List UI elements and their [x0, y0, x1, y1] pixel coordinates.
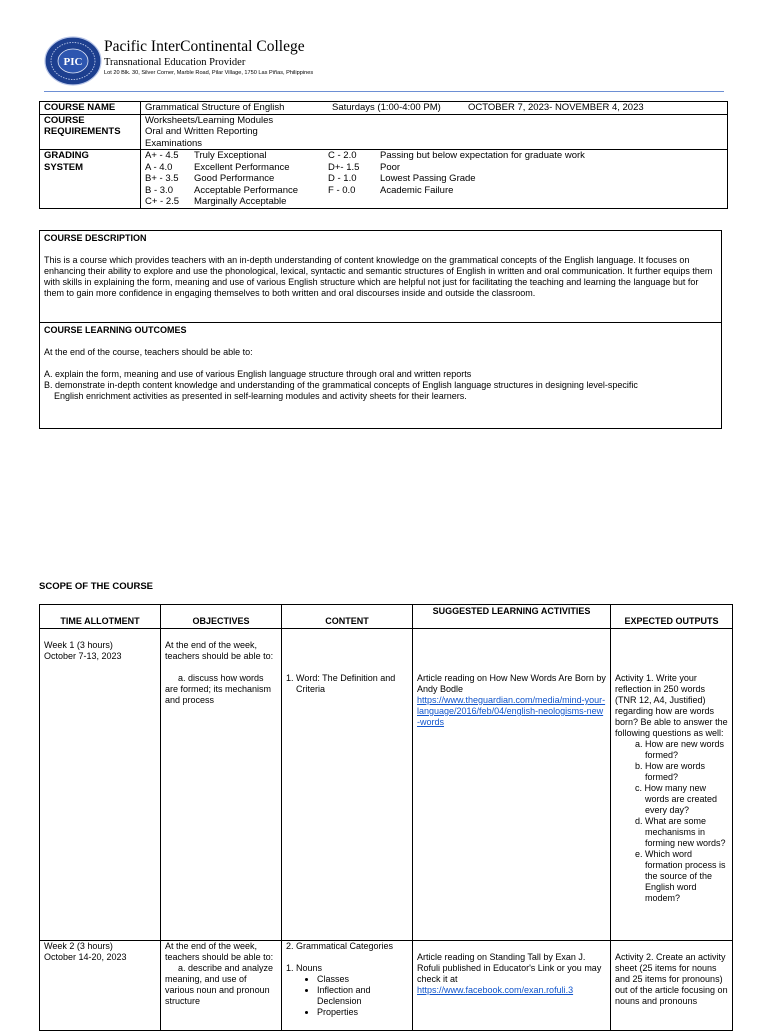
grade-description: Lowest Passing Grade [380, 173, 476, 184]
college-tagline: Transnational Education Provider [104, 57, 246, 68]
course-dates: OCTOBER 7, 2023- NOVEMBER 4, 2023 [468, 102, 644, 113]
college-name: Pacific InterContinental College [104, 38, 305, 55]
grade-value: B - 3.0 [145, 184, 173, 196]
week2-output-text: Activity 2. Create an activity sheet (25 items for nouns and 25 items for pronouns) out of the article focusing on nouns and pronouns [615, 952, 728, 1006]
week2-outputs [611, 941, 733, 1031]
week1-content-item: 1. Word: The Definition and Criteria [286, 673, 396, 694]
course-name-value: Grammatical Structure of English [145, 102, 285, 113]
week2-objectives [161, 941, 282, 1031]
course-description-heading: COURSE DESCRIPTION [44, 233, 147, 243]
week2-content [282, 941, 413, 1031]
week2-activities [413, 941, 611, 1031]
course-info-table [39, 101, 728, 209]
week2-time-line: Week 2 (3 hours) [44, 941, 113, 951]
column-header-time: TIME ALLOTMENT [40, 605, 161, 629]
list-item: • Inflection and Declension [317, 985, 408, 1007]
grading-system-row [40, 150, 728, 209]
week1-outputs [611, 629, 733, 941]
grade-value: C - 2.0 [328, 150, 357, 161]
table-row [40, 941, 733, 1031]
requirement-item: Examinations [145, 137, 203, 149]
grade-value: A - 4.0 [145, 161, 173, 173]
grade-description: Truly Exceptional [194, 150, 267, 161]
college-header [44, 36, 724, 92]
logo-text: PIC [63, 56, 83, 68]
week2-objective-intro: At the end of the week, teachers should be able to: [165, 941, 274, 962]
week2-time-line: October 14-20, 2023 [44, 952, 127, 962]
week2-content-title: 2. Grammatical Categories [286, 941, 394, 951]
column-header-activities: SUGGESTED LEARNING ACTIVITIES [413, 605, 611, 629]
week1-article-link[interactable]: https://www.theguardian.com/media/mind-your-language/2016/feb/04/english-neologisms-new-words [417, 695, 606, 727]
grade-value: B+ - 3.5 [145, 173, 179, 184]
scope-title: SCOPE OF THE COURSE [39, 581, 154, 592]
learning-outcome-b [40, 380, 721, 402]
list-item: b. How are words formed? [635, 761, 706, 782]
list-item: e. Which word formation process is the source of the English word modem? [635, 849, 726, 903]
course-requirements-label-line: REQUIREMENTS [44, 126, 121, 137]
week1-output-intro: Activity 1. Write your reflection in 250 words (TNR 12, A4, Justified) regarding how are words born? Be able to answer the following questions as well: [615, 673, 728, 738]
grading-system-label [40, 150, 141, 209]
grade-description: Academic Failure [380, 184, 454, 196]
week2-content-bullets [286, 974, 408, 1018]
grade-value: F - 0.0 [328, 184, 356, 196]
list-item: a. How are new words formed? [635, 739, 725, 760]
course-description-section [39, 230, 722, 323]
grading-scale [141, 150, 728, 209]
course-requirements-row [40, 114, 728, 150]
course-name-cell [141, 102, 728, 115]
week2-facebook-link[interactable]: https://www.facebook.com/exan.rofuli.3 [417, 985, 574, 995]
grade-value: A+ - 4.5 [145, 150, 179, 161]
grade-value: C+ - 2.5 [145, 196, 180, 207]
week1-time-line: October 7-13, 2023 [44, 651, 122, 661]
course-description-text: This is a course which provides teachers with an in-depth understanding of content knowledge on the grammatical concepts of the English language. It focuses on enhancing their ability to explore and use the phonological, lexical, syntactic and semantic structures of English in written and oral communication. It further equips them with skills in explaining the form, meaning and use of various English structure which are helpful not just for facilitating the teaching and learning the language but for them to gain more confidence in engaging themselves to both written and oral discourses inside and outside the classroom. [44, 255, 713, 298]
grade-description: Good Performance [194, 173, 275, 184]
requirement-item: Oral and Written Reporting [145, 126, 258, 137]
learning-outcome-b-line: B. demonstrate in-depth content knowledge and understanding of the grammatical concepts of English language structures in designing level-specific [44, 380, 638, 390]
grade-description: Acceptable Performance [194, 184, 299, 196]
course-name-row [40, 102, 728, 115]
column-header-objectives: OBJECTIVES [161, 605, 282, 629]
week1-activities [413, 629, 611, 941]
week1-activity-text: Article reading on How New Words Are Born by Andy Bodle [417, 673, 606, 694]
week2-content-sub: 1. Nouns [286, 963, 323, 973]
grade-value: D+- 1.5 [328, 161, 360, 173]
learning-outcomes-intro: At the end of the course, teachers should be able to: [44, 347, 253, 357]
grading-label-line: GRADING [44, 150, 89, 161]
header-divider [44, 91, 724, 92]
week2-time [40, 941, 161, 1031]
week1-objective-intro: At the end of the week, teachers should be able to: [165, 640, 274, 661]
week1-objectives [161, 629, 282, 941]
learning-outcomes-section [39, 322, 722, 429]
grade-description: Passing but below expectation for graduate work [380, 150, 585, 161]
course-schedule: Saturdays (1:00-4:00 PM) [332, 102, 441, 113]
scope-table [39, 604, 733, 1031]
learning-outcomes-heading: COURSE LEARNING OUTCOMES [44, 325, 187, 335]
course-requirements-label-line: COURSE [44, 114, 85, 126]
course-requirements-label [40, 114, 141, 150]
column-header-content: CONTENT [282, 605, 413, 629]
week1-content [282, 629, 413, 941]
grade-value: D - 1.0 [328, 173, 357, 184]
week1-time [40, 629, 161, 941]
week1-output-questions [615, 739, 728, 904]
learning-outcome-b-line: English enrichment activities as presented in self-learning modules and activity sheets for their learners. [54, 391, 467, 401]
grade-description: Excellent Performance [194, 161, 290, 173]
college-logo-icon [44, 36, 102, 86]
week2-activity-text: Article reading on Standing Tall by Exan J. Rofuli published in Educator's Link or you may check it at [417, 952, 602, 984]
week1-objective-a: a. discuss how words are formed; its mechanism and process [165, 673, 272, 705]
list-item: c. How many new words are created every day? [635, 783, 718, 815]
college-address: Lot 20 Blk. 30, Silver Corner, Marble Road, Pilar Village, 1750 Las Piñas, Philippines [104, 70, 314, 76]
column-header-outputs: EXPECTED OUTPUTS [611, 605, 733, 629]
list-item: • Properties [317, 1007, 408, 1018]
course-name-label: COURSE NAME [40, 102, 141, 115]
learning-outcome-a: A. explain the form, meaning and use of various English language structure through oral and written reports [44, 369, 472, 379]
week1-time-line: Week 1 (3 hours) [44, 640, 113, 650]
list-item: d. What are some mechanisms in forming new words? [635, 816, 726, 848]
list-item: • Classes [317, 974, 408, 985]
scope-header-row [40, 605, 733, 629]
grade-description: Poor [380, 161, 401, 173]
course-requirements-list [141, 114, 728, 150]
grade-description: Marginally Acceptable [194, 196, 287, 207]
table-row [40, 629, 733, 941]
requirement-item: Worksheets/Learning Modules [145, 114, 274, 126]
week2-objective-a: a. describe and analyze meaning, and use of various noun and pronoun structure [165, 963, 274, 1006]
grading-label-line: SYSTEM [44, 161, 84, 173]
